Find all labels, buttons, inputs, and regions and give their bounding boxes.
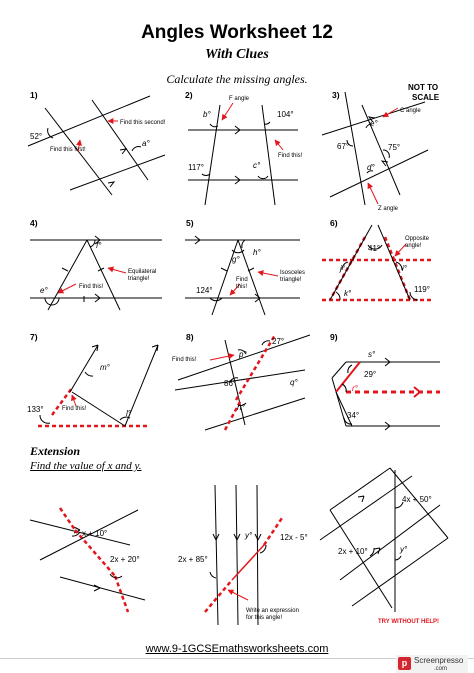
screenpresso-name: Screenpresso — [414, 656, 464, 665]
q7-clue-find: Find this! — [62, 406, 87, 412]
q4-clue-triangle: triangle! — [128, 276, 150, 282]
ext2-clue-line2: for this angle! — [246, 615, 283, 621]
q5-clue-triangle: triangle! — [280, 277, 302, 283]
q1-clue-first: Find this first! — [50, 147, 86, 153]
q3-angle-e: e° — [370, 119, 378, 128]
q2-angle-c: c° — [253, 161, 261, 170]
q8-number: 8) — [186, 332, 194, 342]
q7-number: 7) — [30, 332, 38, 342]
ext2-clue-line1: Write an expression — [246, 608, 299, 614]
q3-number: 3) — [332, 90, 340, 100]
q4-clue-equilateral: Equilateral — [128, 269, 157, 275]
ext3-angle-2x10: 2x + 10° — [338, 547, 368, 556]
q6-number: 6) — [330, 218, 338, 228]
q3-angle-75: 75° — [388, 143, 401, 152]
q2-clue-f-angle: F angle — [229, 96, 250, 102]
ext3-try-without-help: TRY WITHOUT HELP! — [378, 619, 439, 625]
extension-subtitle: Find the value of x and y. — [30, 460, 142, 472]
q8-angle-27: 27° — [272, 337, 285, 346]
not-to-scale-line1: NOT TO — [408, 83, 439, 92]
extension-title: Extension — [30, 444, 81, 458]
ext1-angle-x10: x + 10° — [82, 529, 108, 538]
ext2-angle-12x5: 12x - 5° — [280, 533, 308, 542]
ext2-diagram — [205, 485, 282, 625]
q6-angle-i: i° — [402, 264, 407, 273]
q6-clue-opposite: Opposite — [405, 236, 430, 242]
q8-angle-86: 86° — [224, 379, 237, 388]
screenpresso-domain: .com — [434, 666, 448, 672]
q9-angle-34: 34° — [347, 411, 360, 420]
q3-angle-67: 67° — [337, 142, 350, 151]
screenpresso-logo — [396, 655, 468, 673]
q9-angle-s: s° — [368, 350, 376, 359]
q6-angle-k: k° — [344, 289, 352, 298]
q5-angle-h: h° — [253, 248, 261, 257]
q9-number: 9) — [330, 332, 338, 342]
q5-clue-find: Find — [236, 277, 248, 283]
q7-angle-133: 133° — [27, 405, 44, 414]
q2-clue-find: Find this! — [278, 153, 303, 159]
q9-angle-r: r° — [352, 384, 358, 393]
q5-angle-124: 124° — [196, 286, 213, 295]
ext2-angle-y: y° — [245, 531, 253, 540]
q3-clue-c-angle: C angle — [400, 108, 421, 114]
q1-angle-a: a° — [142, 139, 150, 148]
q6-angle-j: j° — [340, 264, 345, 273]
q8-angle-q: q° — [290, 378, 298, 387]
q8-angle-p: p° — [239, 350, 247, 359]
ext3-angle-4x50: 4x + 50° — [402, 495, 432, 504]
q7-angle-m: m° — [100, 363, 110, 372]
q6-clue-angle: angle! — [405, 243, 422, 249]
ext1-angle-2x20: 2x + 20° — [110, 555, 140, 564]
q1-clue-second: Find this second! — [120, 120, 166, 126]
q2-angle-b: b° — [203, 110, 211, 119]
q8-angle-n: n° — [237, 403, 245, 412]
footer-url-link[interactable]: www.9-1GCSEmathsworksheets.com — [145, 643, 329, 655]
q4-clue-find: Find this! — [79, 284, 104, 290]
worksheet-subtitle: With Clues — [205, 47, 269, 62]
q4-number: 4) — [30, 218, 38, 228]
not-to-scale-line2: SCALE — [412, 93, 440, 102]
worksheet-title: Angles Worksheet 12 — [141, 22, 333, 43]
q4-angle-e: e° — [40, 286, 48, 295]
q3-angle-d: d° — [367, 163, 375, 172]
q5-clue-this: this! — [236, 284, 248, 290]
q4-angle-f: f° — [96, 241, 102, 250]
instruction-text: Calculate the missing angles. — [166, 72, 308, 86]
q1-number: 1) — [30, 90, 38, 100]
q5-number: 5) — [186, 218, 194, 228]
q8-clue-find: Find this! — [172, 357, 197, 363]
ext2-angle-2x85: 2x + 85° — [178, 555, 208, 564]
q5-angle-g: g° — [232, 255, 240, 264]
q5-clue-isosceles: Isosceles — [280, 270, 306, 276]
q2-angle-117: 117° — [188, 163, 204, 172]
screenpresso-icon: p — [398, 657, 411, 670]
ext3-diagram — [320, 468, 448, 612]
q9-angle-29: 29° — [364, 370, 377, 379]
q1-angle-52: 52° — [30, 132, 43, 141]
q3-clue-z-angle: Z angle — [378, 206, 399, 212]
q6-angle-41: 41° — [368, 244, 381, 253]
q7-diagram — [38, 345, 158, 426]
q2-angle-104: 104° — [277, 110, 294, 119]
ext3-angle-y: y° — [400, 545, 408, 554]
q7-angle-l: l° — [126, 409, 131, 418]
q2-number: 2) — [185, 90, 193, 100]
q6-angle-119: 119° — [414, 285, 430, 294]
